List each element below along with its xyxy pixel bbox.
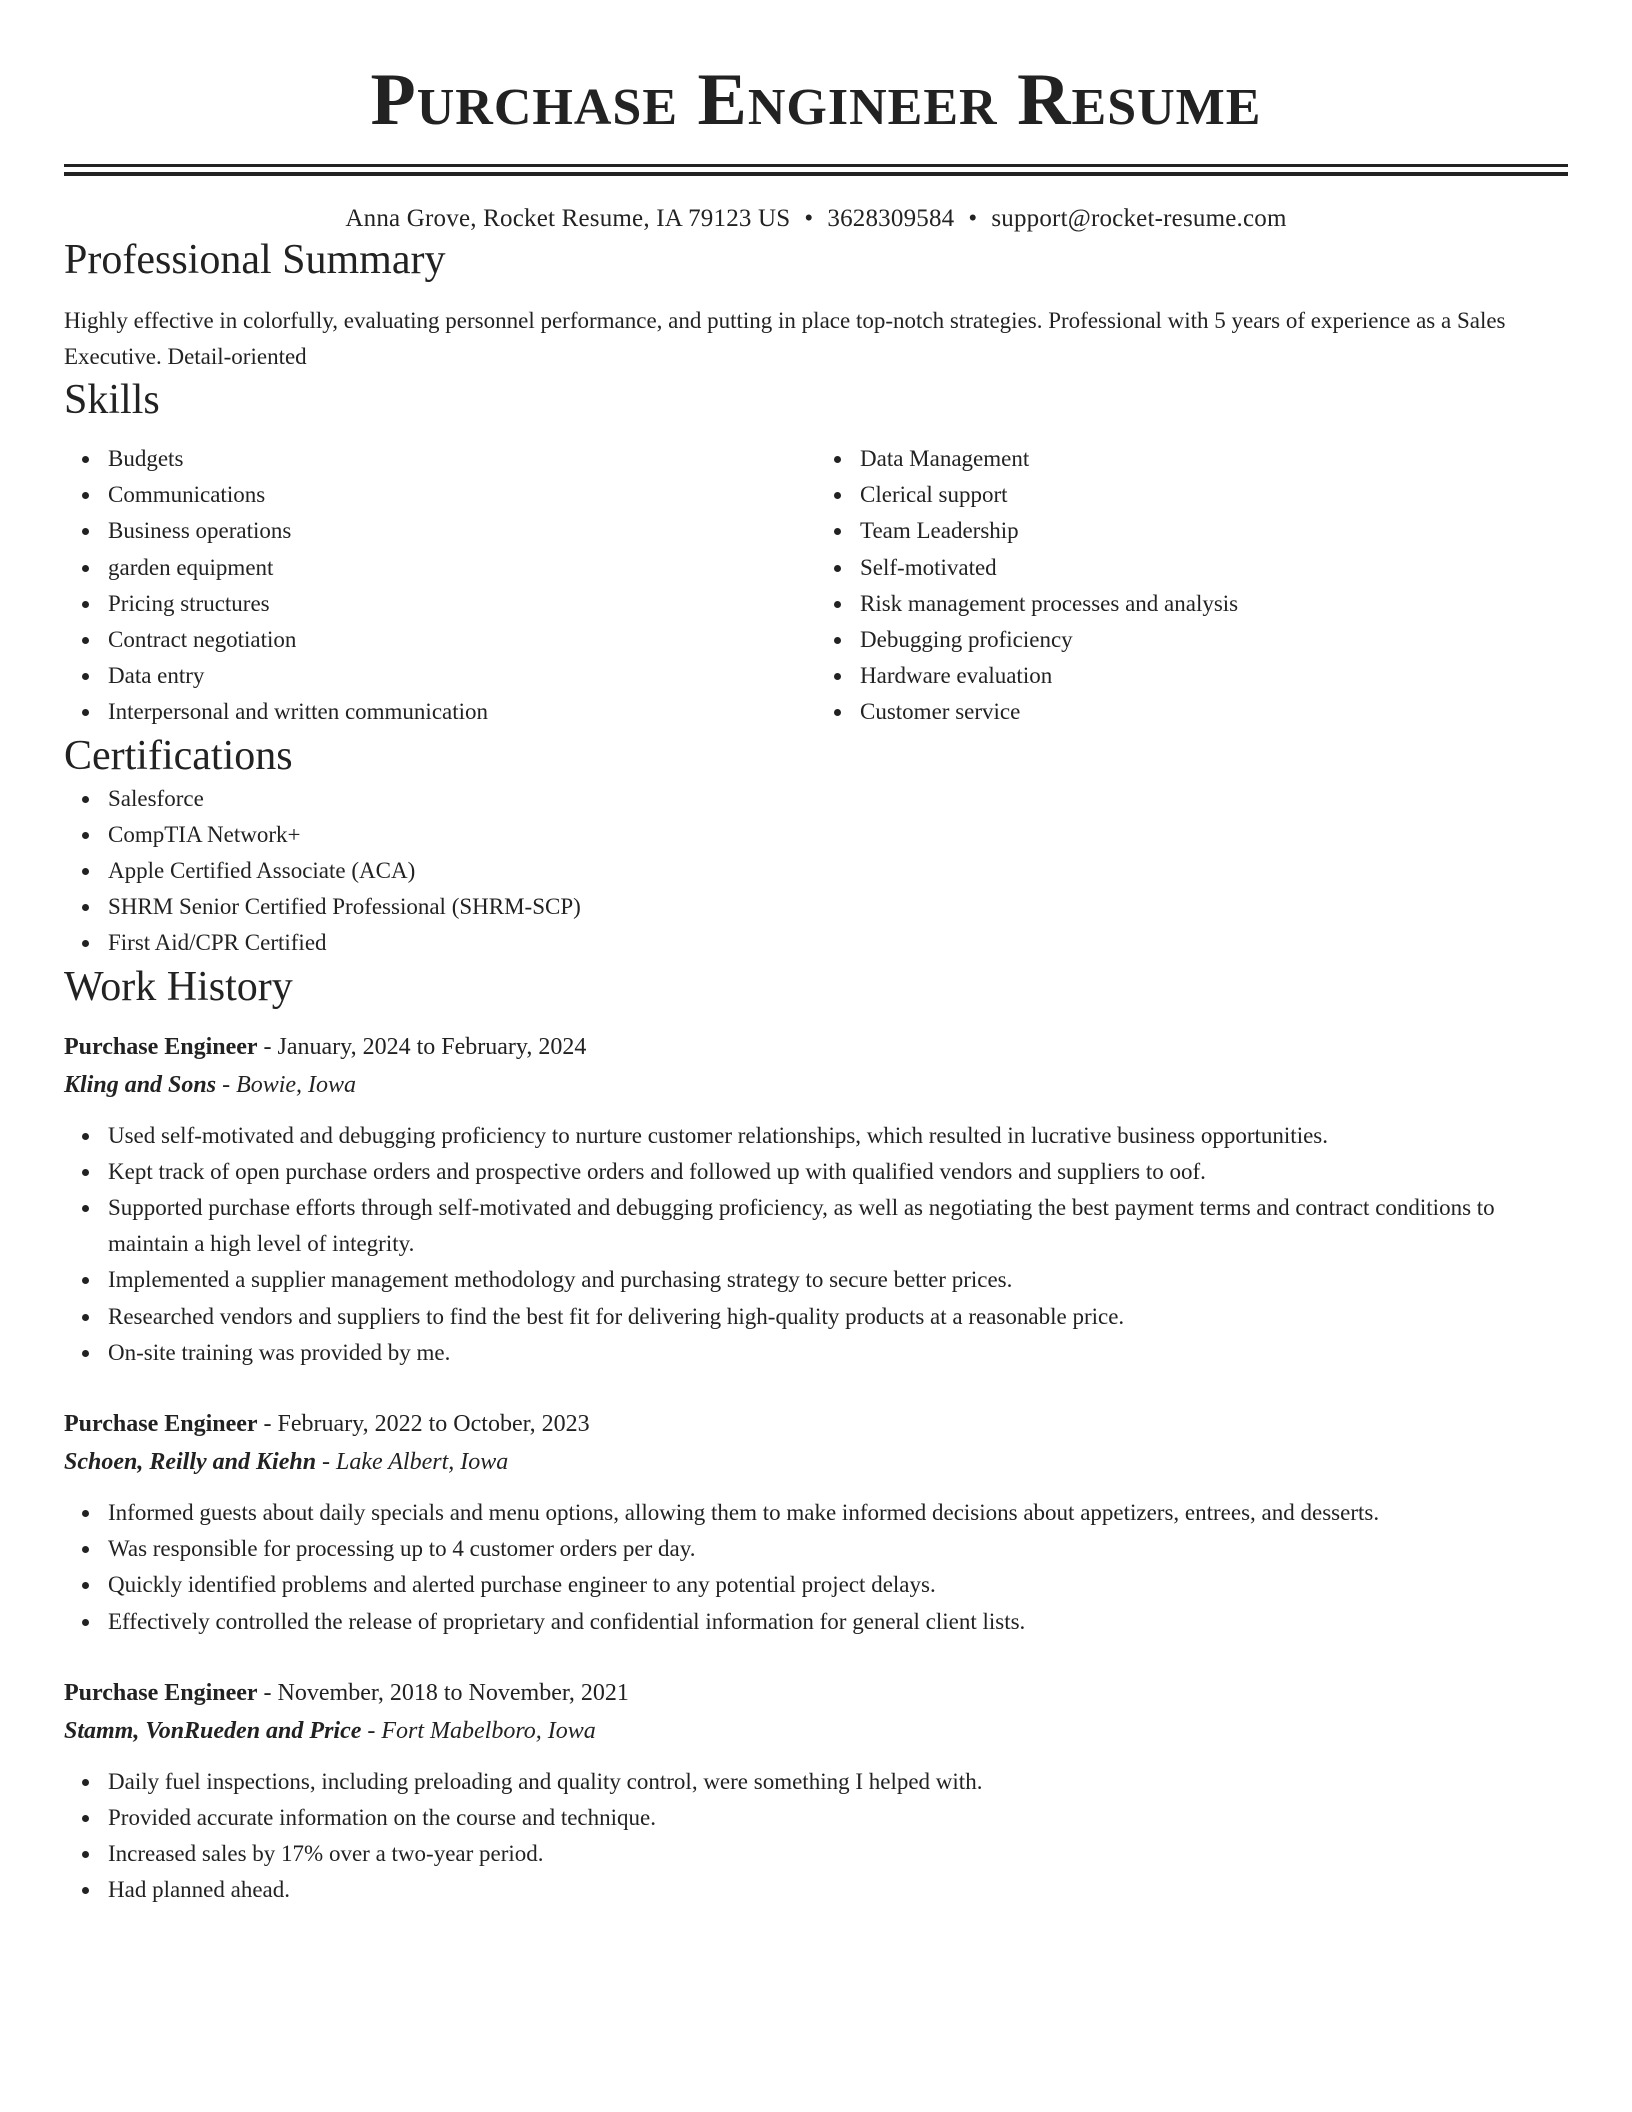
contact-phone: 3628309584	[827, 205, 955, 232]
skill-item: Risk management processes and analysis	[860, 586, 1568, 622]
certification-item: Apple Certified Associate (ACA)	[108, 853, 1568, 889]
certification-item: Salesforce	[108, 781, 1568, 817]
skills-list-right	[816, 441, 1568, 731]
job-role: Purchase Engineer	[64, 1033, 258, 1060]
certification-item: SHRM Senior Certified Professional (SHRM-SCP)	[108, 889, 1568, 925]
skill-item: Communications	[108, 477, 816, 513]
work-history-heading: Work History	[64, 963, 293, 1010]
contact-line	[64, 203, 1568, 235]
summary-text: Highly effective in colorfully, evaluating personnel performance, and putting in place top-notch strategies. Professional with 5 years of experience as a Sales Executive. Detail-oriented	[64, 308, 1506, 369]
skill-item: Interpersonal and written communication	[108, 694, 816, 730]
job-title-line	[64, 1674, 1568, 1712]
job-duty: Supported purchase efforts through self-motivated and debugging proficiency, as well as negotiating the best payment terms and contract conditions to maintain a high level of integrity.	[108, 1190, 1568, 1262]
job-company-line	[64, 1712, 1568, 1750]
contact-address: Anna Grove, Rocket Resume, IA 79123 US	[345, 205, 791, 232]
job-company: Schoen, Reilly and Kiehn	[64, 1449, 317, 1476]
job-entry	[64, 1674, 1568, 1909]
job-role: Purchase Engineer	[64, 1679, 258, 1706]
job-duty: Provided accurate information on the course and technique.	[108, 1800, 1568, 1836]
contact-email: support@rocket-resume.com	[991, 205, 1287, 232]
job-duty: On-site training was provided by me.	[108, 1335, 1568, 1371]
skill-item: garden equipment	[108, 550, 816, 586]
job-entry	[64, 1028, 1568, 1371]
certifications-heading: Certifications	[64, 732, 293, 779]
job-duty: Researched vendors and suppliers to find the best fit for delivering high-quality products at a reasonable price.	[108, 1299, 1568, 1335]
skill-item: Customer service	[860, 694, 1568, 730]
job-role: Purchase Engineer	[64, 1411, 258, 1438]
page-title: Purchase Engineer Resume	[370, 59, 1262, 141]
job-duty: Increased sales by 17% over a two-year period.	[108, 1836, 1568, 1872]
job-duty: Had planned ahead.	[108, 1872, 1568, 1908]
skill-item: Hardware evaluation	[860, 658, 1568, 694]
skill-item: Clerical support	[860, 477, 1568, 513]
job-duties-list	[64, 1118, 1568, 1371]
job-company-line	[64, 1443, 1568, 1481]
skills-list-left	[64, 441, 816, 731]
certifications-list	[64, 781, 1568, 962]
skill-item: Data Management	[860, 441, 1568, 477]
job-location: - Bowie, Iowa	[216, 1071, 357, 1098]
job-company-line	[64, 1066, 1568, 1104]
job-entry	[64, 1405, 1568, 1640]
skill-item: Pricing structures	[108, 586, 816, 622]
skill-item: Budgets	[108, 441, 816, 477]
skills-columns	[64, 441, 1568, 731]
job-company: Stamm, VonRueden and Price	[64, 1717, 362, 1744]
job-location: - Fort Mabelboro, Iowa	[361, 1717, 596, 1744]
contact-separator: •	[804, 205, 814, 232]
skill-item: Debugging proficiency	[860, 622, 1568, 658]
job-duty: Daily fuel inspections, including preloading and quality control, were something I helped with.	[108, 1764, 1568, 1800]
job-dates: - November, 2018 to November, 2021	[257, 1679, 629, 1706]
job-title-line	[64, 1405, 1568, 1443]
skill-item: Business operations	[108, 513, 816, 549]
certification-item: CompTIA Network+	[108, 817, 1568, 853]
job-duties-list	[64, 1495, 1568, 1640]
job-dates: - February, 2022 to October, 2023	[257, 1411, 590, 1438]
job-duty: Kept track of open purchase orders and prospective orders and followed up with qualified vendors and suppliers to oof.	[108, 1154, 1568, 1190]
skill-item: Self-motivated	[860, 550, 1568, 586]
title-divider	[64, 164, 1568, 176]
job-company: Kling and Sons	[64, 1071, 217, 1098]
job-location: - Lake Albert, Iowa	[316, 1449, 509, 1476]
job-title-line	[64, 1028, 1568, 1066]
skill-item: Data entry	[108, 658, 816, 694]
job-duties-list	[64, 1764, 1568, 1909]
job-duty: Used self-motivated and debugging proficiency to nurture customer relationships, which resulted in lucrative business opportunities.	[108, 1118, 1568, 1154]
skills-heading: Skills	[64, 377, 160, 423]
certification-item: First Aid/CPR Certified	[108, 925, 1568, 961]
job-duty: Implemented a supplier management methodology and purchasing strategy to secure better prices.	[108, 1262, 1568, 1298]
job-dates: - January, 2024 to February, 2024	[257, 1033, 587, 1060]
job-duty: Effectively controlled the release of proprietary and confidential information for general client lists.	[108, 1604, 1568, 1640]
summary-heading: Professional Summary	[64, 237, 446, 283]
skill-item: Contract negotiation	[108, 622, 816, 658]
job-duty: Informed guests about daily specials and menu options, allowing them to make informed decisions about appetizers, entrees, and desserts.	[108, 1495, 1568, 1531]
job-duty: Was responsible for processing up to 4 customer orders per day.	[108, 1531, 1568, 1567]
job-duty: Quickly identified problems and alerted purchase engineer to any potential project delays.	[108, 1567, 1568, 1603]
skill-item: Team Leadership	[860, 513, 1568, 549]
contact-separator: •	[968, 205, 978, 232]
